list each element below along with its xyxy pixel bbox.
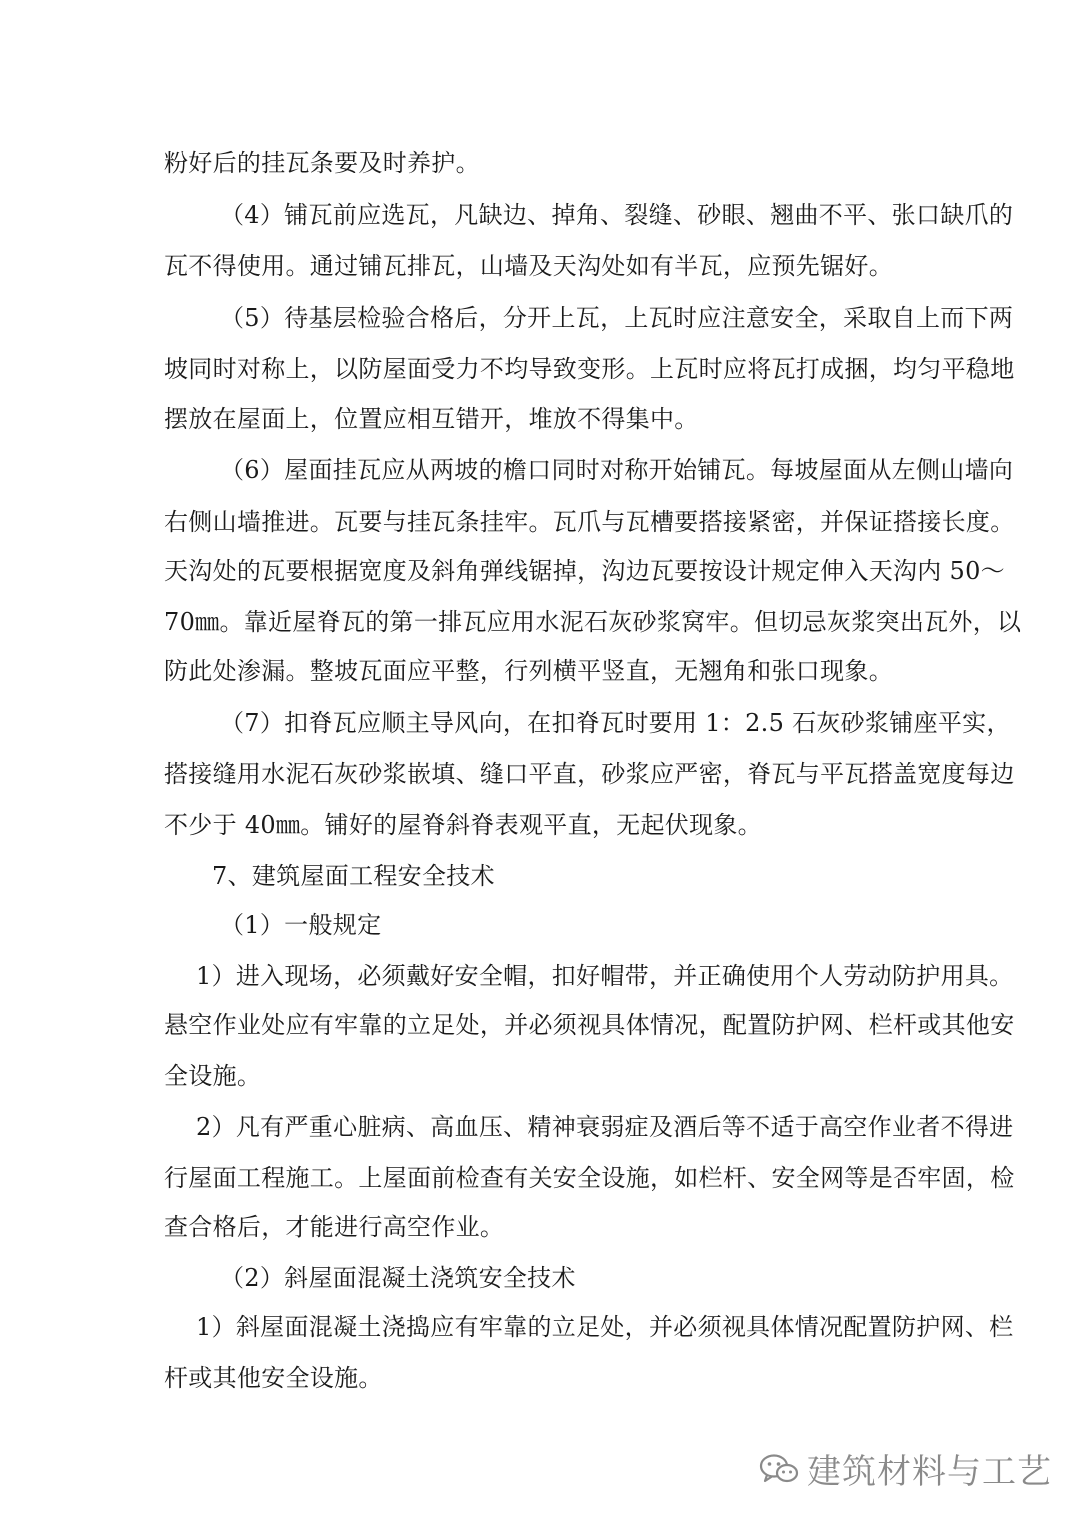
- text-line: 瓦不得使用。通过铺瓦排瓦，山墙及天沟处如有半瓦，应预先锯好。: [164, 252, 893, 280]
- text-line: 查合格后，才能进行高空作业。: [164, 1213, 505, 1241]
- text-line: 行屋面工程施工。上屋面前检查有关安全设施，如栏杆、安全网等是否牢固，检: [164, 1164, 1015, 1192]
- text-line: 1）进入现场，必须戴好安全帽，扣好帽带，并正确使用个人劳动防护用具。: [196, 962, 1014, 990]
- text-line: 悬空作业处应有牢靠的立足处，并必须视具体情况，配置防护网、栏杆或其他安: [164, 1011, 1015, 1039]
- watermark-text: 建筑材料与工艺: [807, 1452, 1052, 1492]
- text-line: （5）待基层检验合格后，分开上瓦，上瓦时应注意安全，采取自上而下两: [220, 304, 1014, 332]
- text-line: （7）扣脊瓦应顺主导风向，在扣脊瓦时要用 1：2.5 石灰砂浆铺座平实，: [220, 709, 1011, 737]
- text-line: 2）凡有严重心脏病、高血压、精神衰弱症及酒后等不适于高空作业者不得进: [196, 1113, 1014, 1141]
- text-line: 右侧山墙推进。瓦要与挂瓦条挂牢。瓦爪与瓦槽要搭接紧密，并保证搭接长度。: [164, 508, 1015, 536]
- text-line: 杆或其他安全设施。: [164, 1364, 383, 1392]
- section-heading: 7、建筑屋面工程安全技术: [212, 862, 495, 890]
- text-line: 搭接缝用水泥石灰砂浆嵌填、缝口平直，砂浆应严密，脊瓦与平瓦搭盖宽度每边: [164, 760, 1015, 788]
- text-line: 坡同时对称上，以防屋面受力不均导致变形。上瓦时应将瓦打成捆，均匀平稳地: [164, 355, 1015, 383]
- text-line: （6）屋面挂瓦应从两坡的檐口同时对称开始铺瓦。每坡屋面从左侧山墙向: [220, 456, 1014, 484]
- subsection-heading: （1）一般规定: [220, 911, 382, 939]
- watermark: [759, 1444, 1052, 1493]
- text-line: 天沟处的瓦要根据宽度及斜角弹线锯掉，沟边瓦要按设计规定伸入天沟内 50～: [164, 557, 1005, 585]
- text-line: 粉好后的挂瓦条要及时养护。: [164, 149, 480, 177]
- text-line: 不少于 40㎜。铺好的屋脊斜脊表观平直，无起伏现象。: [164, 811, 762, 839]
- wechat-icon: [759, 1453, 799, 1485]
- subsection-heading: （2）斜屋面混凝土浇筑安全技术: [220, 1264, 576, 1292]
- text-line: 70㎜。靠近屋脊瓦的第一排瓦应用水泥石灰砂浆窝牢。但切忌灰浆突出瓦外，以: [164, 608, 1022, 636]
- text-line: 1）斜屋面混凝土浇捣应有牢靠的立足处，并必须视具体情况配置防护网、栏: [196, 1313, 1014, 1341]
- text-line: 摆放在屋面上，位置应相互错开，堆放不得集中。: [164, 405, 699, 433]
- text-line: 全设施。: [164, 1062, 262, 1090]
- text-line: 防此处渗漏。整坡瓦面应平整，行列横平竖直，无翘角和张口现象。: [164, 657, 893, 685]
- text-line: （4）铺瓦前应选瓦，凡缺边、掉角、裂缝、砂眼、翘曲不平、张口缺爪的: [220, 201, 1014, 229]
